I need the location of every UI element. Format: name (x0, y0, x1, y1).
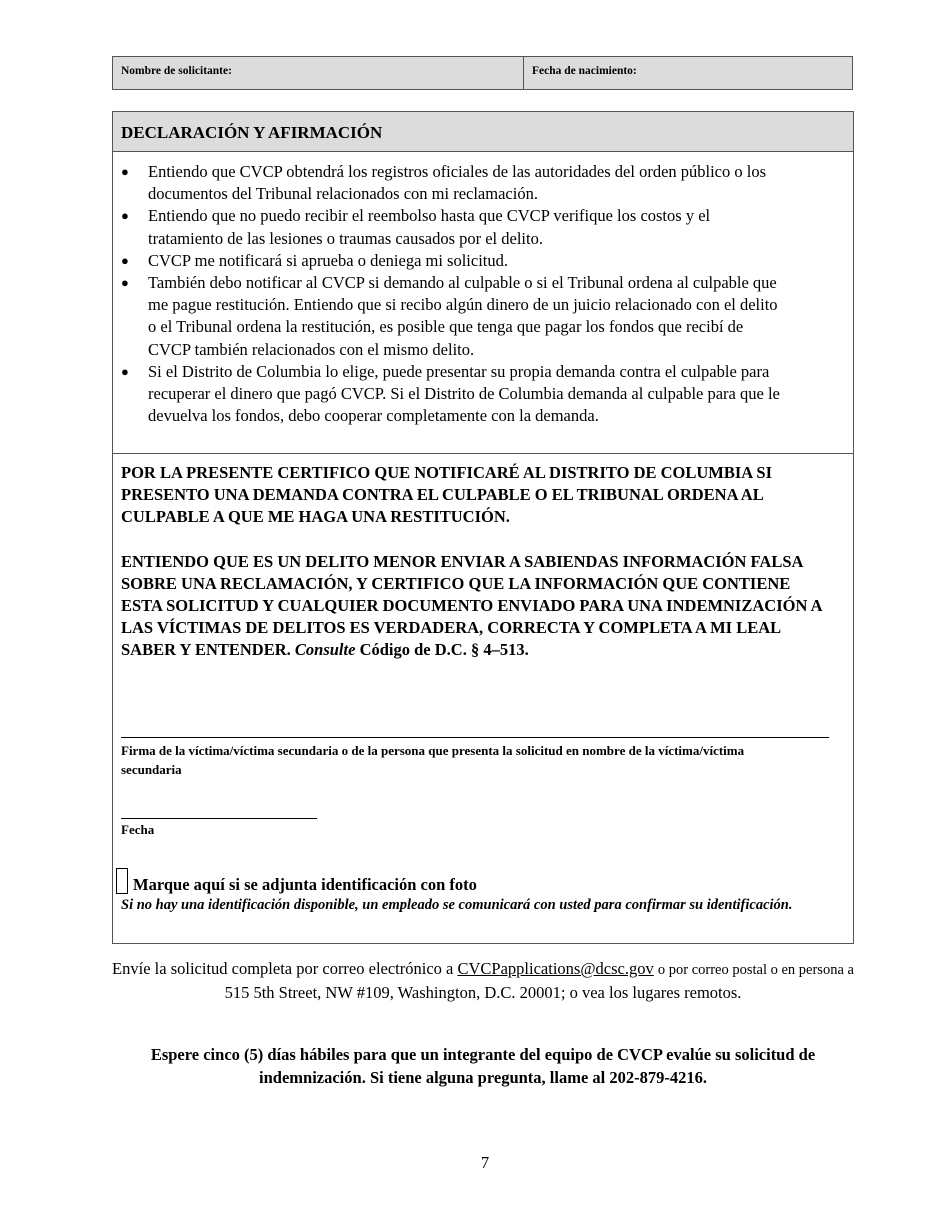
bullet-icon: ● (121, 363, 129, 379)
submission-instructions: Envíe la solicitud completa por correo electrónico a CVCPapplications@dcsc.gov o por correo postal o en persona a 515 5th Street, NW #109, Washington, D.C. 20001; o vea los lugares remotos. (112, 959, 854, 1002)
birth-date-label: Fecha de nacimiento: (532, 65, 637, 77)
wait-notice: Espere cinco (5) días hábiles para que un integrante del equipo de CVCP evalúe su solicitud de indemnización. Si tiene alguna pregunta, llame al 202-879-4216. (150, 1045, 816, 1087)
page-number: 7 (480, 1153, 490, 1172)
list-item: ● También debo notificar al CVCP si demando al culpable o si el Tribunal ordena al culpable que me pague restitución. Entiendo que si recibo algún dinero de un juicio relacionado con el delito o el Tribunal ordena la restitución, es posible que tenga que pagar los fondos que recibí de CVCP también relacionados con el mismo delito. (121, 273, 778, 359)
list-item: ● Si el Distrito de Columbia lo elige, puede presentar su propia demanda contra el culpable para recuperar el dinero que pagó CVCP. Si el Distrito de Columbia demanda al culpable para que le devuelva los fondos, debo cooperar completamente con la demanda. (121, 361, 780, 426)
date-line[interactable] (121, 818, 317, 819)
signature-label: Firma de la víctima/víctima secundaria o de la persona que presenta la solicitud en nombre de la víctima/víctima secundaria (121, 743, 745, 777)
bullet-icon: ● (121, 208, 129, 224)
date-label: Fecha (121, 822, 155, 837)
certification-paragraph-1: POR LA PRESENTE CERTIFICO QUE NOTIFICARÉ AL DISTRITO DE COLUMBIA SI PRESENTO UNA DEMANDA CONTRA EL CULPABLE O EL TRIBUNAL ORDENA AL CULPABLE A QUE ME HAGA UNA RESTITUCIÓN. (121, 463, 773, 527)
declaration-section (112, 111, 854, 944)
declaration-title: DECLARACIÓN Y AFIRMACIÓN (113, 112, 853, 152)
list-item: ● Entiendo que CVCP obtendrá los registros oficiales de las autoridades del orden público o los documentos del Tribunal relacionados con mi reclamación. (121, 162, 767, 204)
list-item: ● Entiendo que no puedo recibir el reembolso hasta que CVCP verifique los costos y el tratamiento de las lesiones o traumas causados por el delito. (121, 206, 711, 248)
photo-id-note: Si no hay una identificación disponible, un empleado se comunicará con usted para confirmar su identificación. (121, 897, 793, 913)
consult-word: Consulte (294, 640, 356, 660)
applicant-info-header (112, 56, 853, 90)
declaration-bullet-list (113, 152, 853, 454)
email-link[interactable]: CVCPapplications@dcsc.gov (457, 959, 654, 978)
list-item: ● CVCP me notificará si aprueba o deniega mi solicitud. (113, 250, 853, 272)
bullet-icon: ● (121, 275, 129, 291)
certification-paragraph-2: ENTIENDO QUE ES UN DELITO MENOR ENVIAR A SABIENDAS INFORMACIÓN FALSA SOBRE UNA RECLAMACIÓN, Y CERTIFICO QUE LA INFORMACIÓN QUE CONTIENE ESTA SOLICITUD Y CUALQUIER DOCUMENTO ENVIADO PARA UNA INDEMNIZACIÓN A LAS VÍCTIMAS DE DELITOS ES VERDADERA, CORRECTA Y COMPLETA A MI LEAL SABER Y ENTENDER. Consulte Código de D.C. § 4–513. (121, 551, 822, 660)
photo-id-checkbox-label: Marque aquí si se adjunta identificación con foto (133, 875, 477, 894)
bullet-icon: ● (121, 164, 129, 179)
birth-date-field[interactable] (524, 57, 852, 89)
applicant-name-field[interactable] (113, 57, 524, 89)
bullet-icon: ● (121, 252, 129, 268)
photo-id-checkbox[interactable] (116, 868, 128, 894)
certification-text (113, 454, 853, 662)
applicant-name-label: Nombre de solicitante: (121, 65, 232, 77)
code-reference: Código de D.C. § 4–513. (359, 640, 529, 660)
signature-line[interactable] (121, 737, 829, 738)
